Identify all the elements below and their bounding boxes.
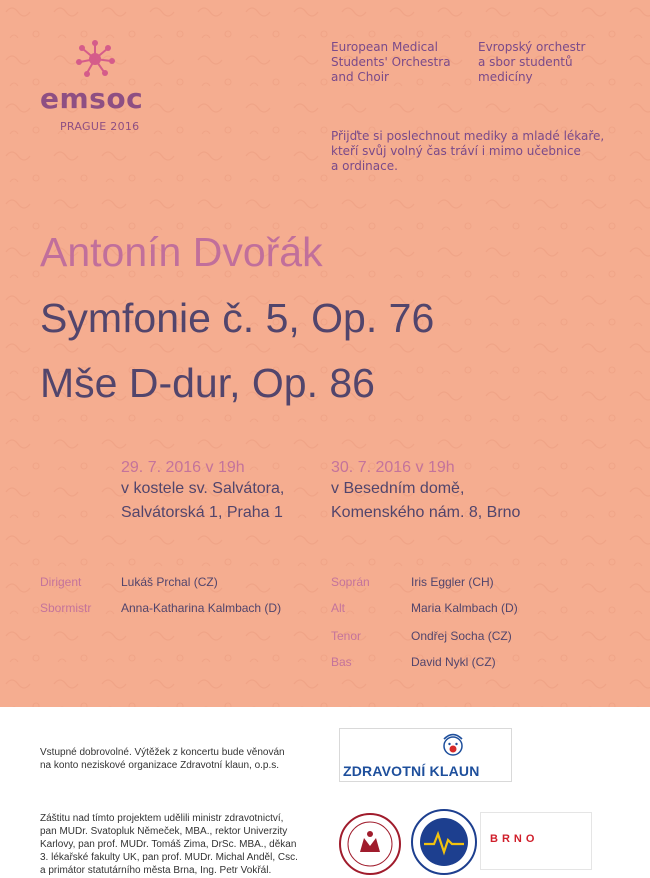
charles-university-seal-icon [338,812,402,876]
patronage-note [40,812,298,877]
performer-role: Alt [331,601,346,615]
concert-venue-line: v kostele sv. Salvátora, [121,480,285,497]
performer-name: David Nykl (CZ) [411,655,496,669]
performer-role: Soprán [331,575,370,589]
composer-name: Antonín Dvořák [40,229,323,275]
concert-venue-line: Salvátorská 1, Praha 1 [121,504,283,521]
performer-name: Ondřej Socha (CZ) [411,629,512,643]
performer-role: Bas [331,655,352,669]
emsoc-logo-icon [74,38,116,80]
admission-line: Vstupné dobrovolné. Výtěžek z koncertu bude věnován [40,747,285,758]
medical-faculty-seal-icon [410,808,478,876]
intro-czech [478,40,586,85]
concert-prague [121,459,284,525]
clown-icon [438,730,468,760]
patronage-line: pan MUDr. Svatopluk Němeček, MBA., rektor Univerzity [40,826,288,837]
admission-line: na konto neziskové organizace Zdravotní klaun, o.p.s. [40,760,280,771]
concert-brno [331,459,520,525]
concert-date: 30. 7. 2016 v 19h [331,459,455,476]
intro-english-line: Students' Orchestra [331,55,451,69]
performer-role: Dirigent [40,575,82,589]
intro-english-line: and Choir [331,70,389,84]
intro-blurb-line: a ordinace. [331,159,398,173]
intro-english [331,40,451,85]
logo-subtitle: PRAGUE 2016 [60,120,140,133]
concert-venue-line: v Besedním domě, [331,480,465,497]
performer-role: Tenor [331,629,362,643]
patronage-line: 3. lékařské fakulty UK, pan prof. MUDr. Michal Anděl, Csc. [40,852,298,863]
performer-role: Sbormistr [40,601,92,615]
patronage-line: Záštitu nad tímto projektem udělili ministr zdravotnictví, [40,813,284,824]
intro-czech-line: Evropský orchestr [478,40,586,54]
intro-english-line: European Medical [331,40,438,54]
performer-name: Maria Kalmbach (D) [411,601,518,615]
performer-name: Iris Eggler (CH) [411,575,494,589]
patronage-line: a primátor statutárního města Brna, Ing. Petr Vokřál. [40,865,272,876]
work-title-symphony: Symfonie č. 5, Op. 76 [40,295,435,341]
logo-wordmark: emsoc [40,82,144,115]
intro-czech-line: a sbor studentů [478,55,573,69]
performer-name: Anna-Katharina Kalmbach (D) [121,601,282,615]
performer-name: Lukáš Prchal (CZ) [121,575,218,589]
intro-blurb [331,129,604,174]
concert-date: 29. 7. 2016 v 19h [121,459,245,476]
work-title-mass: Mše D-dur, Op. 86 [40,360,375,406]
intro-blurb-line: kteří svůj volný čas tráví i mimo učebnice [331,144,581,158]
intro-blurb-line: Přijďte si poslechnout mediky a mladé lékaře, [331,129,605,143]
klaun-logo-text: ZDRAVOTNÍ KLAUN [343,763,480,779]
admission-note [40,746,285,772]
brno-logo-text: BRNO [490,833,539,845]
concert-venue-line: Komenského nám. 8, Brno [331,504,521,521]
intro-czech-line: medicíny [478,70,533,84]
patronage-line: Karlovy, pan prof. MUDr. Tomáš Zima, DrSc. MBA., děkan [40,839,297,850]
